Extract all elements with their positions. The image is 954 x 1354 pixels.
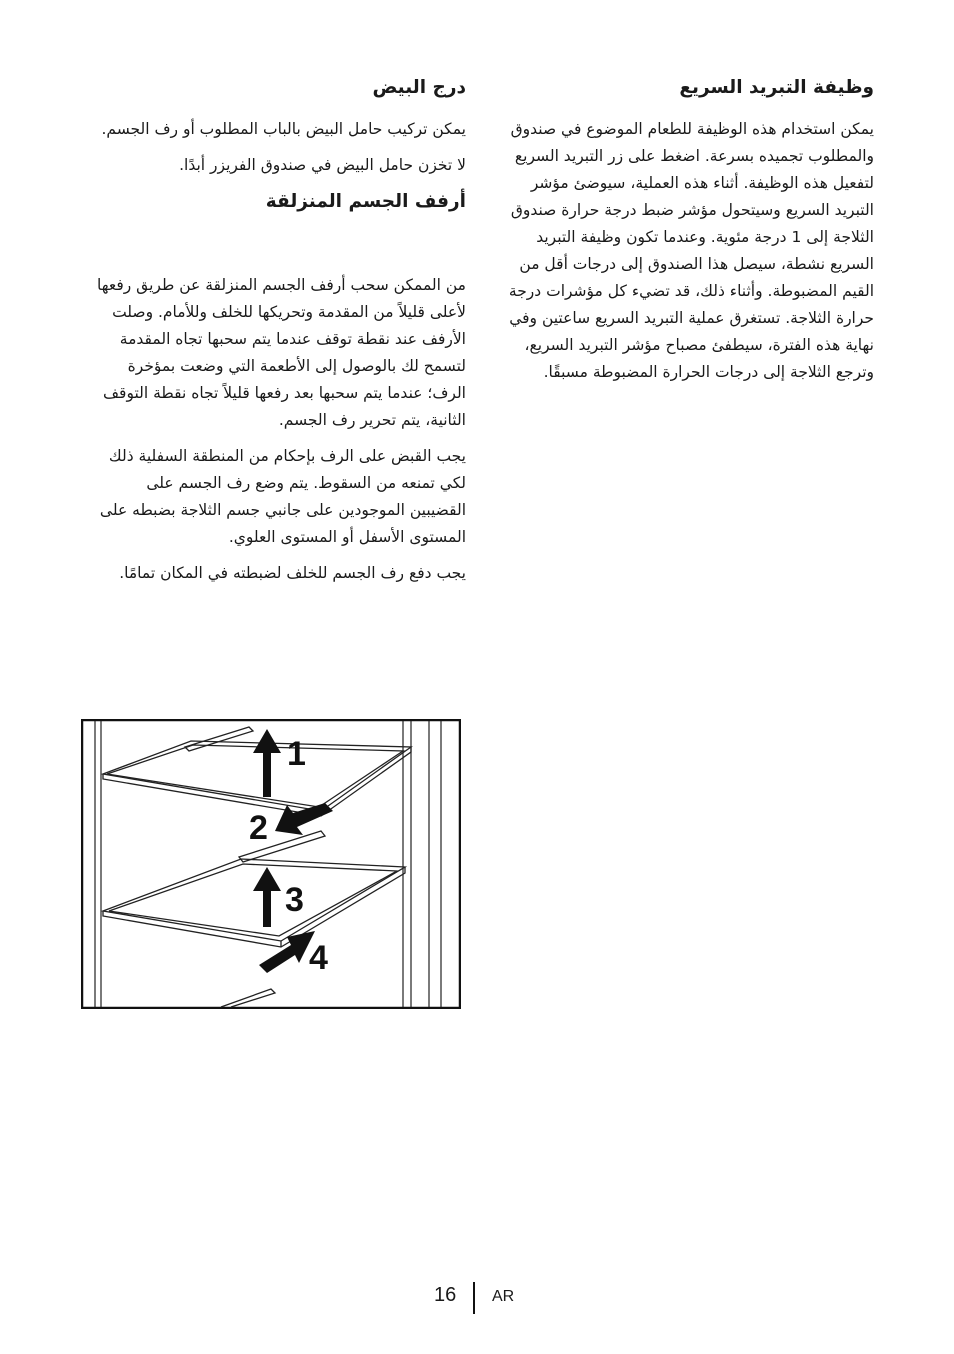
quick-cool-section — [496, 74, 874, 395]
step-label-1: 1 — [287, 735, 306, 773]
quick-cool-paragraph: يمكن استخدام هذه الوظيفة للطعام الموضوع في صندوق والمطلوب تجميده بسرعة. اضغط على زر التبريد السريع لتفعيل هذه الوظيفة. أثناء هذه العملية، سيوضئ مؤشر التبريد السريع وسيتحول مؤشر ضبط درجة حرارة صندوق الثلاجة إلى 1 درجة مئوية. وعندما تكون وظيفة التبريد السريع نشطة، سيصل هذا الصندوق إلى درجات أقل من القيم المضبوطة. وأثناء ذلك، قد تضيء كل مؤشرات درجة حرارة الثلاجة. تستغرق عملية التبريد السريع ساعتين وفي نهاية هذه الفترة، سيطفئ مصباح مؤشر التبريد السريع، وترجع الثلاجة إلى درجات الحرارة المضبوطة مسبقًا. — [508, 120, 874, 381]
egg-tray-paragraph-1: يمكن تركيب حامل البيض بالباب المطلوب أو رف الجسم. — [101, 120, 466, 138]
step-label-4: 4 — [309, 939, 328, 977]
sliding-shelves-paragraph-2: يجب القبض على الرف بإحكام من المنطقة السفلية ذلك لكي تمنعه من السقوط. يتم وضع رف الجسم على القضيبين الموجودين على جانبي جسم الثلاجة بضبطه على المستوى الأسفل أو المستوى العلوي. — [99, 447, 466, 546]
sliding-shelves-paragraph-1: من الممكن سحب أرفف الجسم المنزلقة عن طريق رفعها لأعلى قليلاً من المقدمة وتحريكها للخلف وللأمام. وصلت الأرفف عند نقطة توقف عندما يتم سحبها تجاه المقدمة لتسمح لك بالوصول إلى الأطعمة التي وضعت بمؤخرة الرف؛ عندما يتم سحبها بعد رفعها قليلاً تجاه نقطة التوقف الثانية، يتم تحرير رف الجسم. — [97, 276, 466, 429]
footer-divider — [473, 1282, 475, 1314]
quick-cool-heading: وظيفة التبريد السريع — [679, 77, 874, 98]
step-label-2: 2 — [249, 809, 268, 847]
page-footer — [0, 1282, 954, 1314]
sliding-shelves-paragraph-3: يجب دفع رف الجسم للخلف لضبطته في المكان تمامًا. — [119, 564, 466, 582]
step-label-3: 3 — [285, 881, 304, 919]
egg-and-shelves-section — [86, 74, 466, 596]
egg-tray-paragraph-2: لا تخزن حامل البيض في صندوق الفريزر أبدًا. — [179, 156, 466, 174]
egg-tray-heading: درج البيض — [372, 77, 466, 98]
sliding-shelves-heading: أرفف الجسم المنزلقة — [265, 191, 466, 212]
shelf-illustration — [81, 719, 461, 1009]
language-code: AR — [492, 1288, 515, 1305]
page-number: 16 — [434, 1284, 457, 1306]
